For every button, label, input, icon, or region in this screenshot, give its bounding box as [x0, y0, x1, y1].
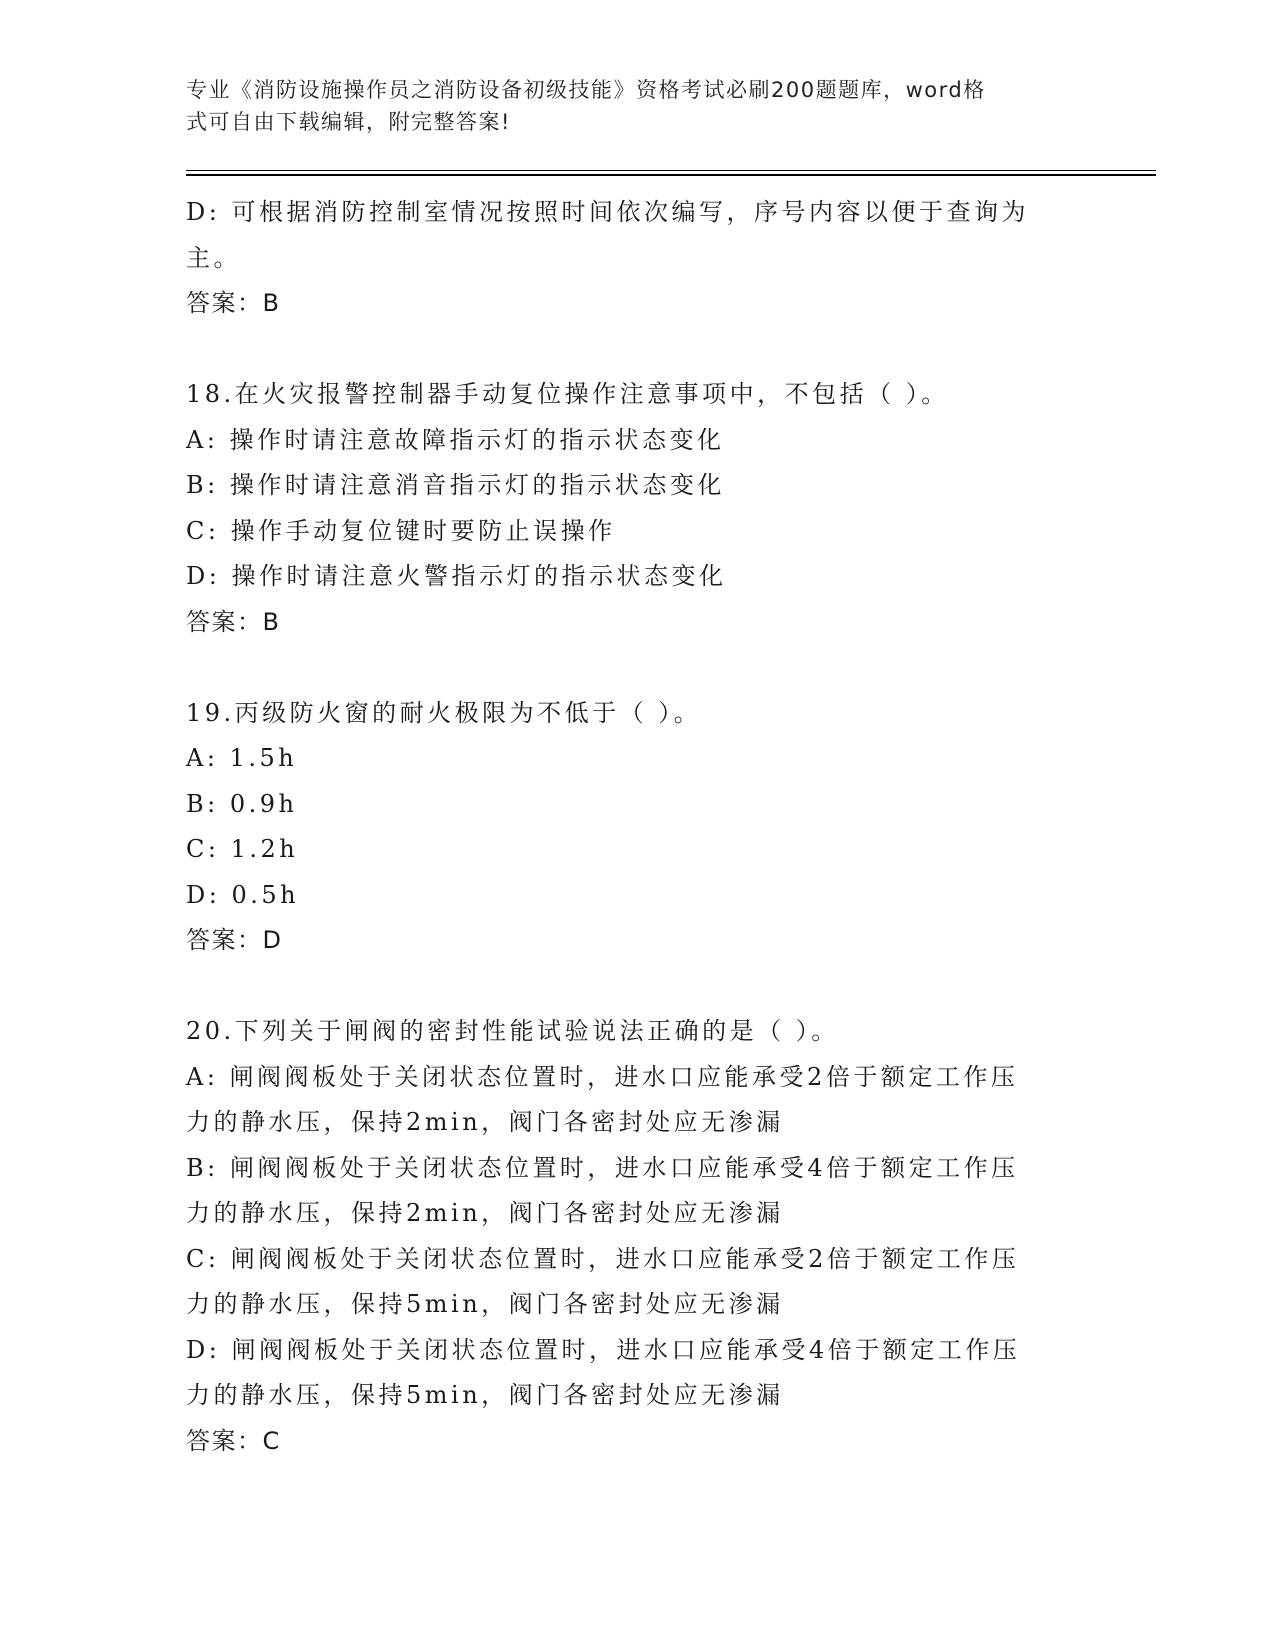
option-c: C: 1.2h — [186, 835, 299, 863]
option-a: A: 1.5h — [186, 744, 298, 772]
header-rule-thin — [186, 170, 1156, 171]
header-line-1: 专业《消防设施操作员之消防设备初级技能》资格考试必刷200题题库，word格 — [186, 78, 986, 102]
document-header — [186, 74, 1076, 138]
option-b: B: 0.9h — [186, 789, 298, 818]
option-d: D: 可根据消防控制室情况按照时间依次编写，序号内容以便于查询为 — [186, 198, 1029, 226]
option-a: A: 闸阀阀板处于关闭状态位置时，进水口应能承受2倍于额定工作压 — [186, 1062, 1019, 1091]
question-18 — [186, 372, 1086, 645]
answer: 答案：C — [186, 1426, 281, 1455]
option-b: B: 闸阀阀板处于关闭状态位置时，进水口应能承受4倍于额定工作压 — [186, 1153, 1019, 1182]
spacer — [186, 645, 1086, 691]
answer: 答案：B — [186, 607, 281, 636]
header-line-2: 式可自由下载编辑，附完整答案! — [186, 110, 511, 134]
option-c: C: 操作手动复位键时要防止误操作 — [186, 516, 616, 545]
question-stem: 20.下列关于闸阀的密封性能试验说法正确的是（ ）。 — [186, 1017, 839, 1045]
answer: 答案：D — [186, 926, 283, 954]
option-c-continued: 力的静水压，保持5min，阀门各密封处应无渗漏 — [186, 1290, 784, 1318]
question-content — [186, 190, 1086, 1464]
option-d: D: 操作时请注意火警指示灯的指示状态变化 — [186, 562, 727, 590]
option-c: C: 闸阀阀板处于关闭状态位置时，进水口应能承受2倍于额定工作压 — [186, 1244, 1020, 1273]
question-stem: 18.在火灾报警控制器手动复位操作注意事项中，不包括（ ）。 — [186, 380, 949, 408]
option-d: D: 0.5h — [186, 880, 300, 909]
header-rule-thick — [186, 174, 1156, 176]
option-d: D: 闸阀阀板处于关闭状态位置时，进水口应能承受4倍于额定工作压 — [186, 1335, 1021, 1364]
option-d-continued: 主。 — [186, 243, 241, 272]
question-20 — [186, 1009, 1086, 1464]
question-stem: 19.丙级防火窗的耐火极限为不低于（ ）。 — [186, 698, 702, 727]
spacer — [186, 327, 1086, 373]
option-a-continued: 力的静水压，保持2min，阀门各密封处应无渗漏 — [186, 1108, 784, 1136]
question-19 — [186, 691, 1086, 964]
option-b-continued: 力的静水压，保持2min，阀门各密封处应无渗漏 — [186, 1199, 784, 1227]
answer: 答案：B — [186, 289, 281, 317]
previous-question-tail — [186, 190, 1086, 327]
spacer — [186, 964, 1086, 1010]
option-b: B: 操作时请注意消音指示灯的指示状态变化 — [186, 471, 725, 499]
option-d-continued: 力的静水压，保持5min，阀门各密封处应无渗漏 — [186, 1381, 784, 1409]
option-a: A: 操作时请注意故障指示灯的指示状态变化 — [186, 425, 725, 454]
